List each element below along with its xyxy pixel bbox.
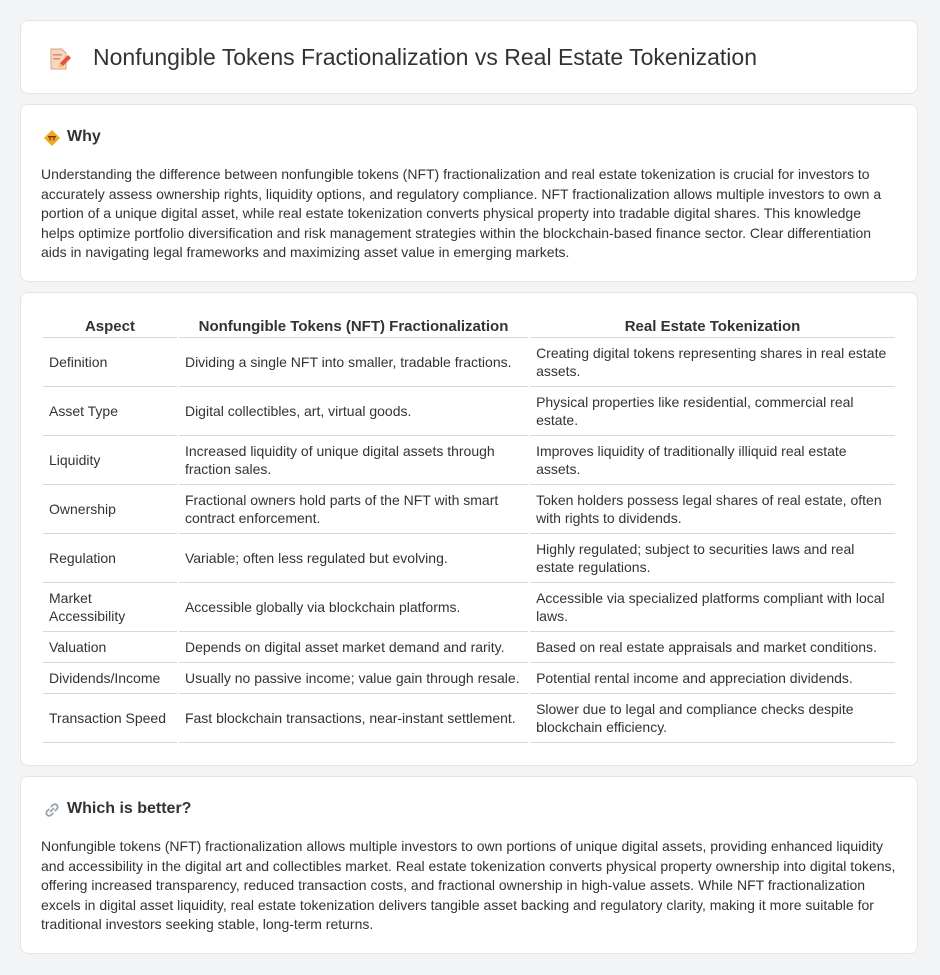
aspect-cell: Regulation <box>43 534 177 583</box>
page-title: Nonfungible Tokens Fractionalization vs Real Estate Tokenization <box>93 44 757 70</box>
real-estate-cell: Slower due to legal and compliance checks despite blockchain efficiency. <box>530 694 895 743</box>
real-estate-cell: Based on real estate appraisals and market conditions. <box>530 632 895 663</box>
nft-cell: Variable; often less regulated but evolving. <box>179 534 528 583</box>
real-estate-cell: Potential rental income and appreciation dividends. <box>530 663 895 694</box>
nft-cell: Fast blockchain transactions, near-instant settlement. <box>179 694 528 743</box>
nft-cell: Usually no passive income; value gain through resale. <box>179 663 528 694</box>
aspect-cell: Market Accessibility <box>43 583 177 632</box>
aspect-cell: Liquidity <box>43 436 177 485</box>
table-row <box>43 534 895 583</box>
aspect-cell: Dividends/Income <box>43 663 177 694</box>
aspect-cell: Ownership <box>43 485 177 534</box>
real-estate-cell: Accessible via specialized platforms compliant with local laws. <box>530 583 895 632</box>
table-row <box>43 387 895 436</box>
header-aspect: Aspect <box>43 315 177 338</box>
header-card <box>20 20 918 94</box>
aspect-cell: Valuation <box>43 632 177 663</box>
table-row <box>43 694 895 743</box>
table-header-row <box>43 315 895 338</box>
nft-cell: Dividing a single NFT into smaller, tradable fractions. <box>179 338 528 387</box>
header-real-estate: Real Estate Tokenization <box>530 315 895 338</box>
which-is-better-text: Nonfungible tokens (NFT) fractionalization allows multiple investors to own portions of unique digital assets, providing enhanced liquidity and accessibility in the digital art and collectibles market. Real estate tokenization converts physical property ownership into digital tokens, offering increased transparency, reduced transaction costs, and fractional ownership in high-value assets. While NFT fractionalization excels in digital asset liquidity, real estate tokenization delivers tangible asset backing and regulatory clarity, making it more suitable for traditional investors seeking stable, long-term returns. <box>41 838 896 932</box>
warning-sign-icon <box>43 129 61 147</box>
comparison-section <box>20 292 918 766</box>
nft-cell: Fractional owners hold parts of the NFT with smart contract enforcement. <box>179 485 528 534</box>
real-estate-cell: Improves liquidity of traditionally illiquid real estate assets. <box>530 436 895 485</box>
nft-cell: Digital collectibles, art, virtual goods. <box>179 387 528 436</box>
real-estate-cell: Token holders possess legal shares of real estate, often with rights to dividends. <box>530 485 895 534</box>
nft-cell: Increased liquidity of unique digital assets through fraction sales. <box>179 436 528 485</box>
real-estate-cell: Highly regulated; subject to securities laws and real estate regulations. <box>530 534 895 583</box>
table-row <box>43 436 895 485</box>
why-text: Understanding the difference between nonfungible tokens (NFT) fractionalization and real estate tokenization is crucial for investors to accurately assess ownership rights, liquidity options, and regulatory compliance. NFT fractionalization allows multiple investors to own a portion of a unique digital asset, while real estate tokenization converts physical property into tradable digital shares. This knowledge helps optimize portfolio diversification and risk management strategies within the blockchain-based finance sector. Clear differentiation aids in navigating legal frameworks and maximizing asset value in emerging markets. <box>41 166 882 260</box>
table-row <box>43 583 895 632</box>
which-is-better-section <box>20 776 918 954</box>
aspect-cell: Transaction Speed <box>43 694 177 743</box>
which-is-better-heading: Which is better? <box>67 800 192 817</box>
edit-document-icon <box>47 47 71 71</box>
table-row <box>43 338 895 387</box>
table-row <box>43 632 895 663</box>
comparison-table <box>41 315 897 743</box>
header-nft: Nonfungible Tokens (NFT) Fractionalization <box>179 315 528 338</box>
why-section <box>20 104 918 282</box>
real-estate-cell: Physical properties like residential, commercial real estate. <box>530 387 895 436</box>
nft-cell: Depends on digital asset market demand and rarity. <box>179 632 528 663</box>
nft-cell: Accessible globally via blockchain platforms. <box>179 583 528 632</box>
table-row <box>43 663 895 694</box>
table-row <box>43 485 895 534</box>
aspect-cell: Asset Type <box>43 387 177 436</box>
real-estate-cell: Creating digital tokens representing shares in real estate assets. <box>530 338 895 387</box>
why-heading: Why <box>67 128 101 145</box>
aspect-cell: Definition <box>43 338 177 387</box>
link-icon <box>43 801 61 819</box>
